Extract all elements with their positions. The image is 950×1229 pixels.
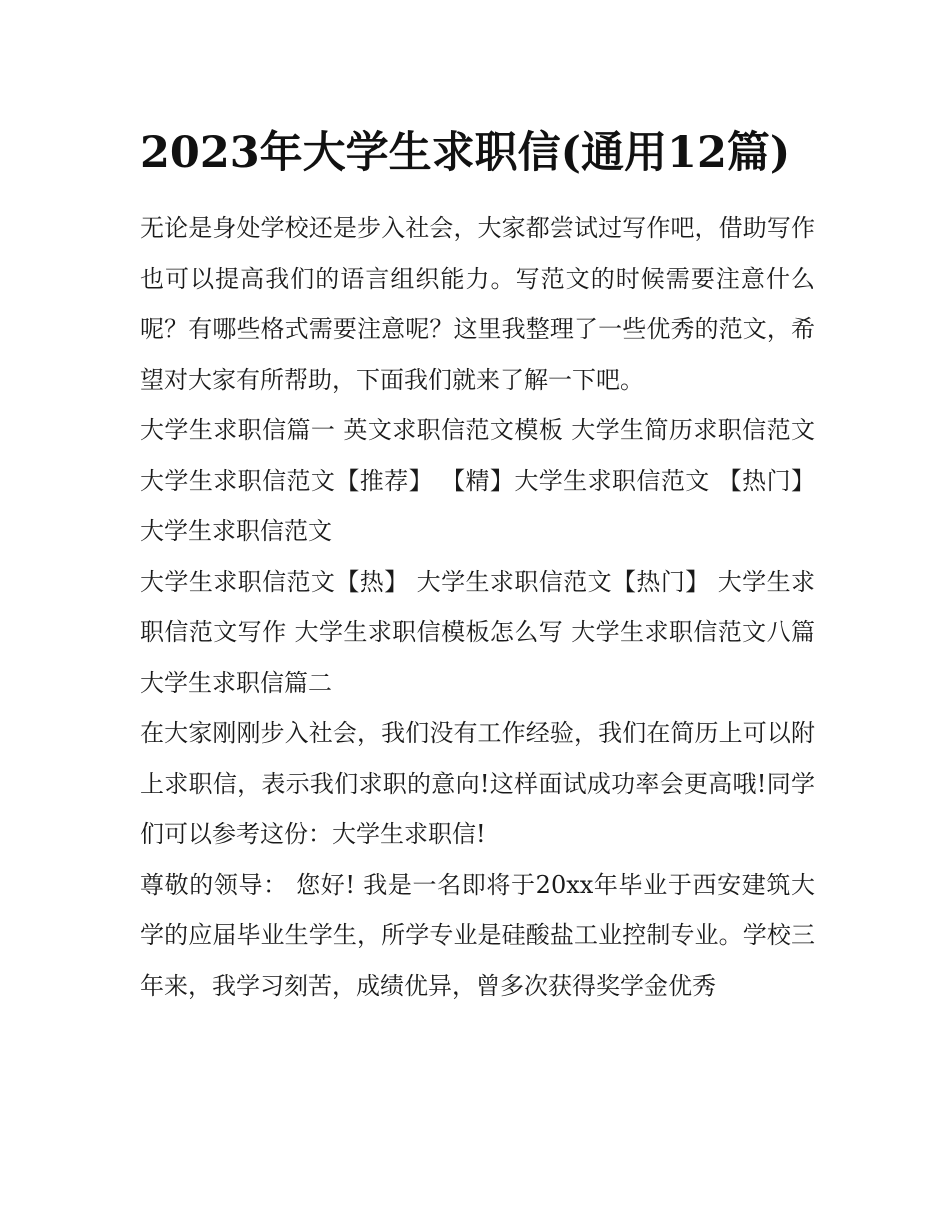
intro-paragraph: 无论是身处学校还是步入社会，大家都尝试过写作吧，借助写作也可以提高我们的语言组织能力。写范文的时候需要注意什么呢？有哪些格式需要注意呢？这里我整理了一些优秀的范文，希望对大家有所帮助，下面我们就来了解一下吧。 xyxy=(140,214,815,394)
related-links-paragraph-2: 大学生求职信范文【热】 大学生求职信范文【热门】 大学生求职信范文写作 大学生求职信模板怎么写 大学生求职信范文八篇 大学生求职信篇二 xyxy=(140,567,815,697)
document-body xyxy=(140,115,815,1011)
document-title: 2023年大学生求职信(通用12篇) xyxy=(140,128,791,178)
related-links-paragraph-1: 大学生求职信篇一 英文求职信范文模板 大学生简历求职信范文 大学生求职信范文【推荐】 【精】大学生求职信范文 【热门】大学生求职信范文 xyxy=(140,416,815,545)
letter-intro-paragraph: 在大家刚刚步入社会，我们没有工作经验，我们在简历上可以附上求职信，表示我们求职的意向!这样面试成功率会更高哦!同学们可以参考这份：大学生求职信! xyxy=(140,719,815,848)
letter-body-paragraph: 尊敬的领导： 您好! 我是一名即将于20xx年毕业于西安建筑大学的应届毕业生学生，所学专业是硅酸盐工业控制专业。学校三年来，我学习刻苦，成绩优异，曾多次获得奖学金优秀 xyxy=(140,870,815,1000)
